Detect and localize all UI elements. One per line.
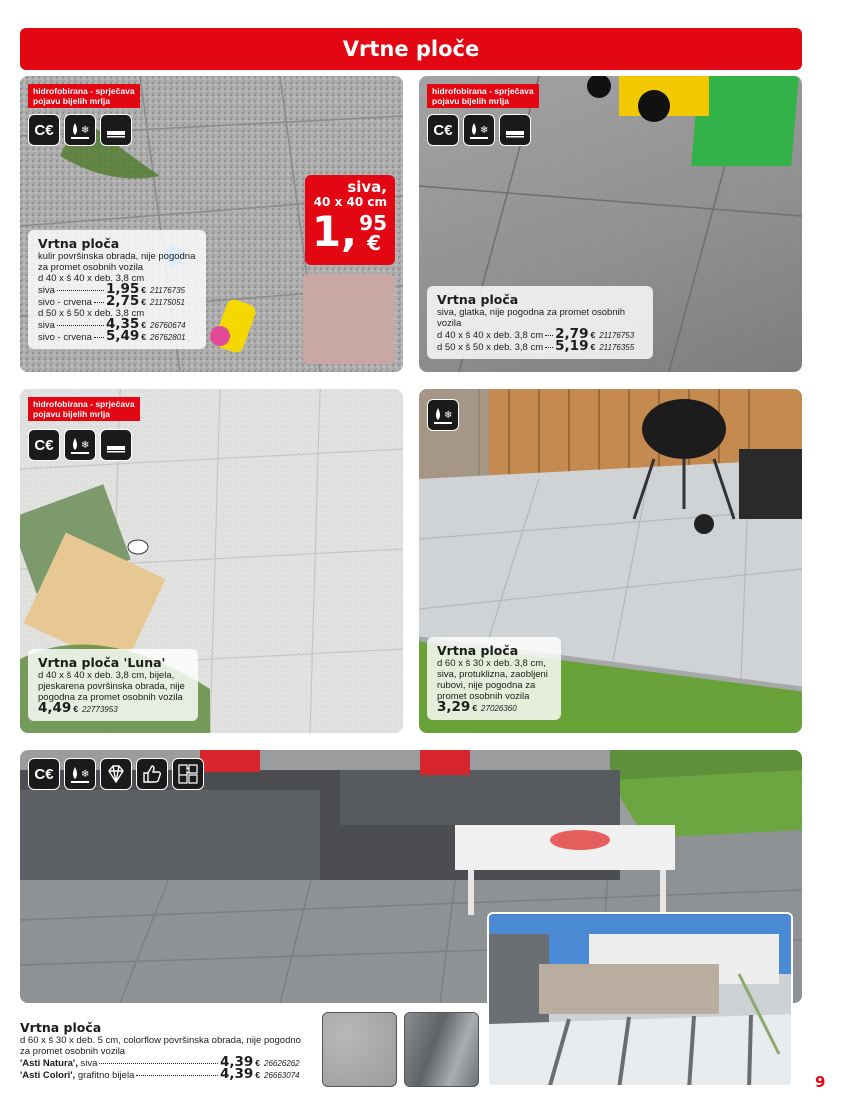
article-code: 26626262 bbox=[264, 1059, 300, 1068]
product-description: kulir površinska obrada, nije pogodna za promet osobnih vozila bbox=[38, 251, 196, 273]
price: 3,29 bbox=[437, 699, 471, 715]
article-code: 21175051 bbox=[150, 298, 185, 307]
product-panel-smooth bbox=[419, 76, 802, 372]
price: 4,39 bbox=[219, 1054, 254, 1070]
article-code: 21176355 bbox=[599, 343, 635, 352]
price-tag: siva, 40 x 40 cm 1, 95 € bbox=[305, 175, 395, 265]
product-panel-antislip bbox=[419, 389, 802, 733]
article-code: 27026360 bbox=[481, 704, 517, 713]
hydrophobic-badge: hidrofobirana - sprječava pojavu bijelih mrlja bbox=[28, 397, 140, 421]
price: 5,49 bbox=[105, 328, 140, 344]
price-row: 'Asti Natura', siva 4,39 € 26626262 bbox=[20, 1057, 310, 1069]
price-row: 3,29 € 27026360 bbox=[437, 702, 551, 714]
feature-icons bbox=[427, 114, 531, 146]
page-number: 9 bbox=[815, 1073, 826, 1091]
price-row: sivo - crvena 5,49 € 26762801 bbox=[38, 331, 196, 343]
product-info bbox=[427, 286, 653, 359]
paving-layer-icon bbox=[100, 114, 132, 146]
paving-layer-icon bbox=[499, 114, 531, 146]
article-code: 26762801 bbox=[150, 333, 186, 342]
article-code: 21176753 bbox=[599, 331, 635, 340]
product-size: d 50 x š 50 x deb. 3,8 cm bbox=[38, 308, 145, 319]
product-title: Vrtna ploča bbox=[20, 1020, 102, 1035]
price: 4,49 bbox=[38, 700, 72, 716]
product-size: d 40 x š 40 x deb. 3,8 cm bbox=[38, 273, 145, 284]
thumbs-up-icon bbox=[136, 758, 168, 790]
ce-mark-icon: C€ bbox=[28, 114, 60, 146]
product-title: Vrtna ploča bbox=[38, 236, 120, 251]
product-info bbox=[427, 637, 561, 720]
terrace-inset-image bbox=[489, 914, 793, 1087]
feature-icons bbox=[28, 758, 204, 790]
frost-water-resistant-icon bbox=[64, 758, 96, 790]
price: 1,95 bbox=[105, 281, 140, 297]
svg-text:❄: ❄ bbox=[444, 410, 453, 421]
product-title: Vrtna ploča 'Luna' bbox=[38, 655, 166, 670]
product-info bbox=[20, 1020, 310, 1081]
frost-water-resistant-icon bbox=[463, 114, 495, 146]
price-row: sivo - crvena 2,75 € 21175051 bbox=[38, 296, 196, 308]
ce-mark-icon: C€ bbox=[28, 758, 60, 790]
price-row: 'Asti Colori', grafitno bijela 4,39 € 26663074 bbox=[20, 1069, 310, 1081]
product-info bbox=[28, 649, 198, 721]
frost-water-resistant-icon bbox=[427, 399, 459, 431]
price-row: 4,49 € 22773953 bbox=[38, 703, 188, 715]
product-info bbox=[28, 230, 206, 349]
hydrophobic-badge: hidrofobirana - sprječava pojavu bijelih mrlja bbox=[28, 84, 140, 108]
price-row: d 40 x š 40 x deb. 3,8 cm 2,79 € 21176753 bbox=[437, 329, 643, 341]
ce-mark-icon: C€ bbox=[427, 114, 459, 146]
price: 4,35 bbox=[105, 316, 140, 332]
price: 5,19 bbox=[555, 338, 589, 354]
frost-water-resistant-icon bbox=[64, 429, 96, 461]
svg-text:❄: ❄ bbox=[480, 125, 489, 136]
product-panel-luna bbox=[20, 389, 403, 733]
tag-price-cents: 95 bbox=[359, 211, 387, 235]
product-description: d 60 x š 30 x deb. 3,8 cm, siva, protuklizna, zaobljeni rubovi, nije pogodna za promet osobnih vozila bbox=[437, 658, 548, 702]
product-description: siva, glatka, nije pogodna za promet osobnih vozila bbox=[437, 307, 626, 329]
tag-price-main: 1, bbox=[311, 207, 357, 256]
price: 2,79 bbox=[555, 326, 589, 342]
price: 4,39 bbox=[219, 1066, 254, 1082]
svg-text:❄: ❄ bbox=[81, 125, 90, 136]
price: 2,75 bbox=[105, 293, 140, 309]
product-description: d 60 x š 30 x deb. 5 cm, colorflow površinska obrada, nije pogodno za promet osobnih vozila bbox=[20, 1035, 301, 1057]
article-code: 22773953 bbox=[82, 705, 118, 714]
feature-icons bbox=[28, 114, 132, 146]
product-description: d 40 x š 40 x deb. 3,8 cm, bijela, pjeskarena površinska obrada, nije pogodna za promet osobnih vozila bbox=[38, 670, 185, 703]
price-row: siva 4,35 € 26760674 bbox=[38, 319, 196, 331]
article-code: 21176735 bbox=[150, 286, 185, 295]
article-code: 26663074 bbox=[264, 1071, 300, 1080]
product-title: Vrtna ploča bbox=[437, 292, 519, 307]
paving-layer-icon bbox=[100, 429, 132, 461]
svg-text:❄: ❄ bbox=[81, 440, 90, 451]
diamond-quality-icon bbox=[100, 758, 132, 790]
price-row: siva 1,95 € 21176735 bbox=[38, 284, 196, 296]
swatch-asti-natura bbox=[322, 1012, 397, 1087]
feature-icons bbox=[28, 429, 132, 461]
svg-text:❄: ❄ bbox=[81, 769, 90, 780]
tag-currency: € bbox=[367, 231, 381, 255]
inset-photo bbox=[487, 912, 793, 1087]
puzzle-pattern-icon bbox=[172, 758, 204, 790]
price-row: d 50 x š 50 x deb. 3,8 cm 5,19 € 21176355 bbox=[437, 341, 643, 353]
ce-mark-icon: C€ bbox=[28, 429, 60, 461]
hydrophobic-badge: hidrofobirana - sprječava pojavu bijelih mrlja bbox=[427, 84, 539, 108]
product-title: Vrtna ploča bbox=[437, 643, 519, 658]
page-title: Vrtne ploče bbox=[20, 28, 802, 70]
swatch-asti-colori bbox=[404, 1012, 479, 1087]
frost-water-resistant-icon bbox=[64, 114, 96, 146]
article-code: 26760674 bbox=[150, 321, 186, 330]
feature-icons bbox=[427, 399, 459, 431]
